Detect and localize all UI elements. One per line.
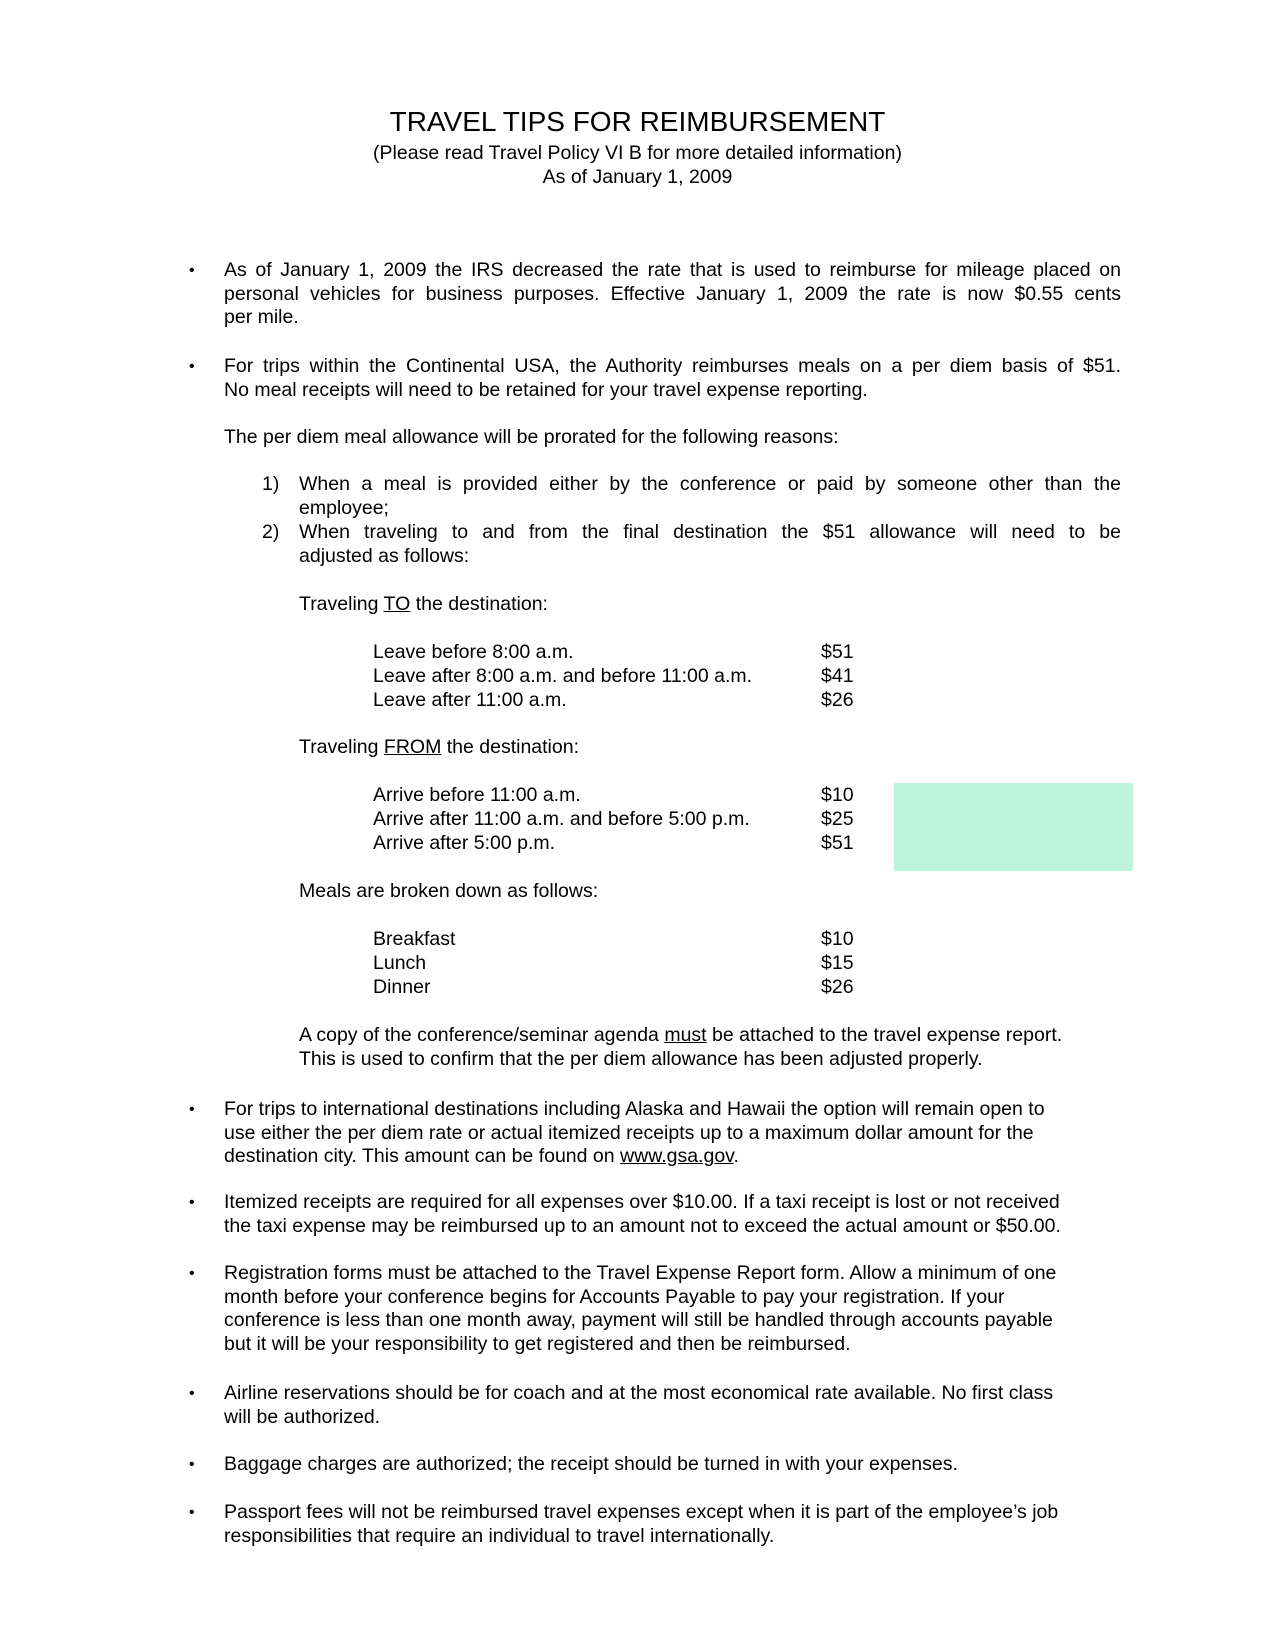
bullet-marker: • bbox=[189, 262, 195, 279]
text-line: Registration forms must be attached to the Travel Expense Report form. Allow a minimum of one bbox=[224, 1262, 1057, 1284]
heading-underlined: FROM bbox=[383, 736, 442, 758]
text-line: responsibilities that require an individual to travel internationally. bbox=[224, 1524, 775, 1547]
text-line: conference is less than one month away, payment will still be handled through accounts payable bbox=[224, 1309, 1053, 1331]
text-line: No meal receipts will need to be retained for your travel expense reporting. bbox=[224, 378, 868, 401]
text-line: per mile. bbox=[224, 306, 299, 328]
heading-post: the destination: bbox=[410, 593, 548, 615]
traveling-to-heading bbox=[299, 593, 1121, 617]
agenda-post: be attached to the travel expense report. bbox=[706, 1024, 1063, 1046]
text-line: For trips to international destinations including Alaska and Hawaii the option will remain open to bbox=[224, 1098, 1045, 1120]
traveling-from-heading bbox=[299, 736, 1121, 760]
to-row-value: $51 bbox=[821, 641, 854, 663]
agenda-pre: A copy of the conference/seminar agenda bbox=[299, 1024, 665, 1046]
text-line: adjusted as follows: bbox=[299, 544, 470, 567]
text-line: use either the per diem rate or actual itemized receipts up to a maximum dollar amount for the bbox=[224, 1121, 1034, 1144]
bullet-marker: • bbox=[189, 1385, 195, 1402]
reason-number: 1) bbox=[262, 473, 280, 495]
text-line: will be authorized. bbox=[224, 1405, 381, 1428]
reason-text bbox=[299, 521, 1121, 568]
to-row-label: Leave after 11:00 a.m. bbox=[373, 689, 567, 711]
airline-paragraph bbox=[224, 1382, 1121, 1429]
from-row-value: $25 bbox=[821, 808, 854, 830]
bullet-marker: • bbox=[189, 1194, 195, 1211]
from-row-label: Arrive after 5:00 p.m. bbox=[373, 832, 556, 854]
text-line bbox=[299, 1024, 1121, 1048]
text-line: As of January 1, 2009 the IRS decreased the rate that is used to reimburse for mileage placed on bbox=[224, 259, 1121, 281]
from-row-label: Arrive before 11:00 a.m. bbox=[373, 784, 581, 806]
agenda-note bbox=[299, 1024, 1121, 1071]
text-line: This is used to confirm that the per diem allowance has been adjusted properly. bbox=[299, 1047, 983, 1070]
text-line: but it will be your responsibility to get registered and then be reimbursed. bbox=[224, 1332, 851, 1355]
meal-row-value: $10 bbox=[821, 928, 854, 950]
meal-row-label: Lunch bbox=[373, 952, 427, 974]
heading-pre: Traveling bbox=[299, 736, 384, 758]
text-line: personal vehicles for business purposes. Effective January 1, 2009 the rate is now $0.55 cents bbox=[224, 282, 1121, 305]
highlight-box bbox=[894, 783, 1133, 871]
document-subtitle: (Please read Travel Policy VI B for more detailed information) bbox=[373, 142, 902, 164]
text-line: When traveling to and from the final destination the $51 allowance will need to be bbox=[299, 521, 1121, 543]
bullet-marker: • bbox=[189, 1504, 195, 1521]
international-paragraph bbox=[224, 1098, 1121, 1169]
document-title: TRAVEL TIPS FOR REIMBURSEMENT bbox=[389, 106, 886, 137]
text-line: month before your conference begins for Accounts Payable to pay your registration. If your bbox=[224, 1285, 1005, 1308]
bullet-marker: • bbox=[189, 1265, 195, 1282]
registration-paragraph bbox=[224, 1262, 1121, 1356]
meal-row-label: Dinner bbox=[373, 976, 431, 998]
bullet-marker: • bbox=[189, 358, 195, 375]
to-row-value: $26 bbox=[821, 689, 854, 711]
gsa-link[interactable]: www.gsa.gov bbox=[620, 1145, 734, 1167]
reason-text bbox=[299, 473, 1121, 520]
text-segment: . bbox=[733, 1145, 739, 1167]
text-line: When a meal is provided either by the conference or paid by someone other than the bbox=[299, 473, 1121, 495]
bullet-marker: • bbox=[189, 1456, 195, 1473]
heading-pre: Traveling bbox=[299, 593, 384, 615]
to-row-value: $41 bbox=[821, 665, 854, 687]
heading-post: the destination: bbox=[441, 736, 579, 758]
text-line: the taxi expense may be reimbursed up to an amount not to exceed the actual amount or $50.00. bbox=[224, 1214, 1061, 1237]
mileage-paragraph bbox=[224, 259, 1121, 330]
meal-row-value: $26 bbox=[821, 976, 854, 998]
text-line bbox=[224, 1145, 1121, 1169]
to-row-label: Leave before 8:00 a.m. bbox=[373, 641, 574, 663]
per-diem-paragraph bbox=[224, 355, 1121, 402]
text-line: For trips within the Continental USA, the Authority reimburses meals on a per diem basis of $51. bbox=[224, 355, 1121, 377]
bullet-marker: • bbox=[189, 1101, 195, 1118]
prorate-intro: The per diem meal allowance will be prorated for the following reasons: bbox=[224, 426, 839, 448]
text-line: employee; bbox=[299, 496, 389, 519]
from-row-label: Arrive after 11:00 a.m. and before 5:00 p.m. bbox=[373, 808, 750, 830]
reason-number: 2) bbox=[262, 521, 280, 543]
baggage-paragraph bbox=[224, 1453, 1121, 1477]
to-row-label: Leave after 8:00 a.m. and before 11:00 a.m. bbox=[373, 665, 753, 687]
from-row-value: $51 bbox=[821, 832, 854, 854]
text-line: Baggage charges are authorized; the receipt should be turned in with your expenses. bbox=[224, 1453, 958, 1475]
text-segment: destination city. This amount can be found on bbox=[224, 1145, 621, 1167]
as-of-date: As of January 1, 2009 bbox=[542, 166, 733, 188]
meal-row-label: Breakfast bbox=[373, 928, 456, 950]
agenda-emphasis: must bbox=[664, 1024, 707, 1046]
passport-paragraph bbox=[224, 1501, 1121, 1548]
meal-row-value: $15 bbox=[821, 952, 854, 974]
text-line: Passport fees will not be reimbursed travel expenses except when it is part of the employee’s job bbox=[224, 1501, 1059, 1523]
receipts-paragraph bbox=[224, 1191, 1121, 1238]
from-row-value: $10 bbox=[821, 784, 854, 806]
heading-underlined: TO bbox=[383, 593, 411, 615]
text-line: Airline reservations should be for coach and at the most economical rate available. No first class bbox=[224, 1382, 1054, 1404]
meals-heading: Meals are broken down as follows: bbox=[299, 880, 599, 902]
text-line: Itemized receipts are required for all expenses over $10.00. If a taxi receipt is lost or not received bbox=[224, 1191, 1060, 1213]
